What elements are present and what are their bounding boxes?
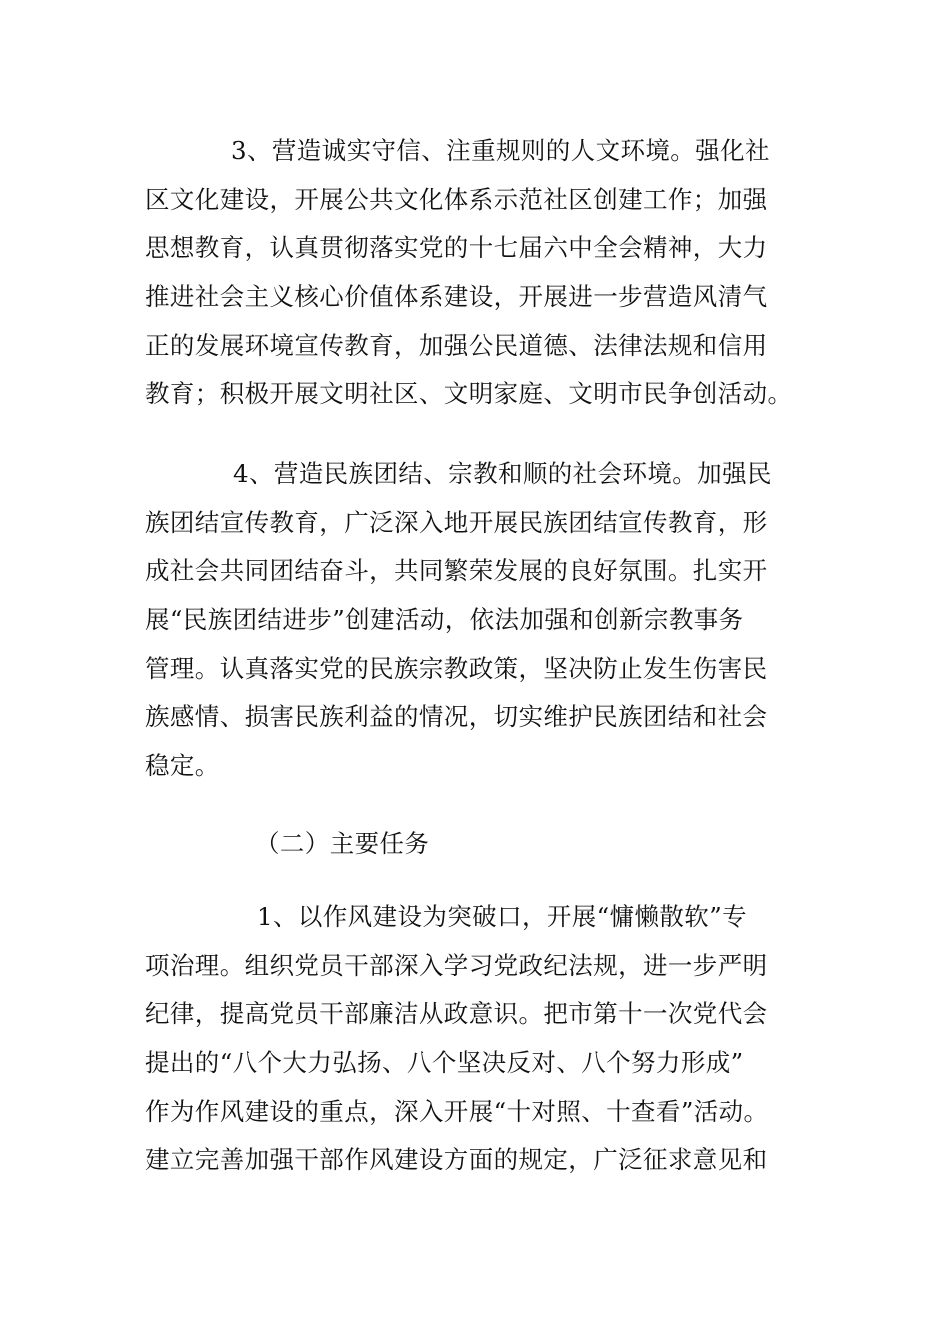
text-line: 教育；积极开展文明社区、文明家庭、文明市民争创活动。 [145, 379, 793, 409]
text-line: 1、以作风建设为突破口，开展“慵懒散软”专 [257, 902, 748, 931]
text-line: 作为作风建设的重点，深入开展“十对照、十查看”活动。 [145, 1096, 769, 1126]
section-heading-main-tasks [145, 820, 805, 869]
text-line: 项治理。组织党员干部深入学习党政纪法规，进一步严明 [145, 950, 768, 980]
text-line: 稳定。 [145, 751, 220, 781]
text-line: 管理。认真落实党的民族宗教政策，坚决防止发生伤害民 [145, 653, 768, 683]
section-heading: （二）主要任务 [255, 829, 430, 858]
text-line: 建立完善加强干部作风建设方面的规定，广泛征求意见和 [145, 1145, 768, 1175]
paragraph-work-style [145, 893, 805, 1185]
text-line: 推进社会主义核心价值体系建设，开展进一步营造风清气 [145, 282, 768, 312]
text-line: 3、营造诚实守信、注重规则的人文环境。强化社 [231, 136, 770, 165]
paragraph-ethnic-unity [145, 450, 805, 791]
text-line: 4、营造民族团结、宗教和顺的社会环境。加强民 [233, 459, 772, 488]
text-line: 区文化建设，开展公共文化体系示范社区创建工作；加强 [145, 184, 768, 214]
paragraph-humanistic-environment [145, 127, 805, 419]
text-line: 纪律，提高党员干部廉洁从政意识。把市第十一次党代会 [145, 999, 768, 1029]
text-line: 族感情、损害民族利益的情况，切实维护民族团结和社会 [145, 702, 768, 732]
text-line: 族团结宣传教育，广泛深入地开展民族团结宣传教育，形 [145, 507, 768, 537]
text-line: 思想教育，认真贯彻落实党的十七届六中全会精神，大力 [145, 233, 768, 263]
text-line: 展“民族团结进步”创建活动，依法加强和创新宗教事务 [145, 605, 744, 635]
text-line: 提出的“八个大力弘扬、八个坚决反对、八个努力形成” [145, 1048, 744, 1078]
text-line: 成社会共同团结奋斗，共同繁荣发展的良好氛围。扎实开 [145, 556, 768, 586]
text-line: 正的发展环境宣传教育，加强公民道德、法律法规和信用 [145, 330, 768, 360]
